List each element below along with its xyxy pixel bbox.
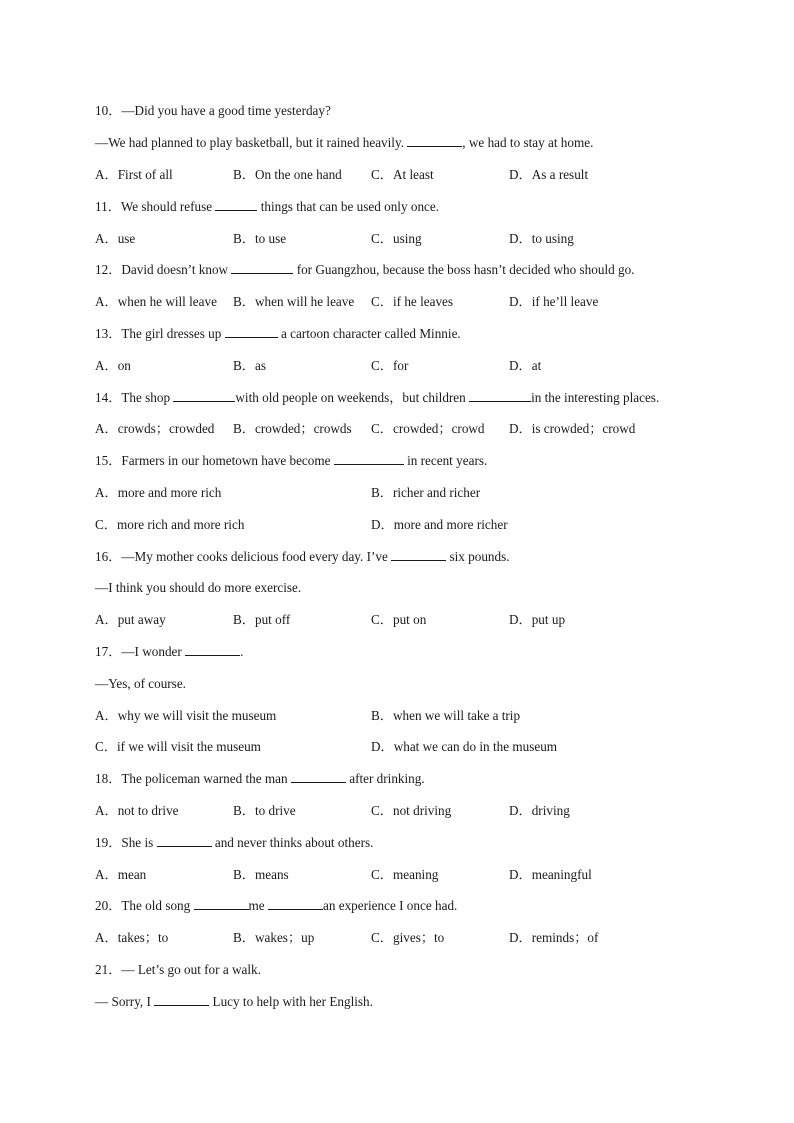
option-a[interactable]: A．when he will leave xyxy=(95,294,217,309)
option-d[interactable]: D．if he’ll leave xyxy=(509,294,599,309)
question-21-stem-line2: — Sorry, I Lucy to help with her English. xyxy=(95,994,373,1009)
option-c[interactable]: C．if he leaves xyxy=(371,294,454,309)
option-d[interactable]: D．to using xyxy=(509,231,574,246)
question-14-stem: 14．The shop with old people on weekends，but children in the interesting places. xyxy=(95,390,660,405)
answer-blank[interactable] xyxy=(268,897,323,910)
option-a[interactable]: A．put away xyxy=(95,612,166,627)
option-d[interactable]: D．meaningful xyxy=(509,867,592,882)
option-d[interactable]: D．what we can do in the museum xyxy=(371,739,558,754)
option-b[interactable]: B．means xyxy=(233,867,289,882)
answer-blank[interactable] xyxy=(173,389,235,402)
option-b[interactable]: B．when we will take a trip xyxy=(371,708,521,723)
option-c[interactable]: C．not driving xyxy=(371,803,452,818)
answer-blank[interactable] xyxy=(391,548,446,561)
answer-blank[interactable] xyxy=(157,834,212,847)
answer-blank[interactable] xyxy=(291,770,346,783)
option-c[interactable]: C．At least xyxy=(371,167,434,182)
option-a[interactable]: A．crowds；crowded xyxy=(95,421,215,436)
answer-blank[interactable] xyxy=(225,325,278,338)
option-d[interactable]: D．is crowded；crowd xyxy=(509,421,636,436)
option-c[interactable]: C．gives；to xyxy=(371,930,445,945)
answer-blank[interactable] xyxy=(334,452,404,465)
option-b[interactable]: B．put off xyxy=(233,612,291,627)
option-c[interactable]: C．for xyxy=(371,358,409,373)
option-d[interactable]: D．put up xyxy=(509,612,566,627)
answer-blank[interactable] xyxy=(469,389,531,402)
question-20-stem: 20．The old song me an experience I once had. xyxy=(95,898,458,913)
option-c[interactable]: C．using xyxy=(371,231,422,246)
option-a[interactable]: A．use xyxy=(95,231,136,246)
question-15-stem: 15．Farmers in our hometown have become in recent years. xyxy=(95,453,488,468)
option-b[interactable]: B．as xyxy=(233,358,266,373)
answer-blank[interactable] xyxy=(185,643,240,656)
option-c[interactable]: C．put on xyxy=(371,612,427,627)
option-d[interactable]: D．at xyxy=(509,358,542,373)
question-21-stem: 21．— Let’s go out for a walk. xyxy=(95,962,261,977)
option-b[interactable]: B．wakes；up xyxy=(233,930,315,945)
option-b[interactable]: B．crowded；crowds xyxy=(233,421,352,436)
option-a[interactable]: A．First of all xyxy=(95,167,173,182)
question-18-stem: 18．The policeman warned the man after drinking. xyxy=(95,771,425,786)
option-c[interactable]: C．if we will visit the museum xyxy=(95,739,261,754)
question-17-stem-line2: —Yes, of course. xyxy=(95,676,186,691)
option-a[interactable]: A．more and more rich xyxy=(95,485,222,500)
option-b[interactable]: B．On the one hand xyxy=(233,167,342,182)
option-a[interactable]: A．mean xyxy=(95,867,147,882)
answer-blank[interactable] xyxy=(194,897,249,910)
question-11-stem: 11．We should refuse things that can be used only once. xyxy=(95,199,440,214)
question-13-stem: 13．The girl dresses up a cartoon character called Minnie. xyxy=(95,326,461,341)
question-16-stem: 16．—My mother cooks delicious food every day. I’ve six pounds. xyxy=(95,549,510,564)
option-a[interactable]: A．why we will visit the museum xyxy=(95,708,277,723)
option-d[interactable]: D．driving xyxy=(509,803,570,818)
answer-blank[interactable] xyxy=(231,261,293,274)
question-17-stem: 17．—I wonder . xyxy=(95,644,244,659)
option-a[interactable]: A．not to drive xyxy=(95,803,179,818)
question-19-stem: 19．She is and never thinks about others. xyxy=(95,835,374,850)
question-10-stem: 10．—Did you have a good time yesterday? xyxy=(95,103,331,118)
option-a[interactable]: A．takes；to xyxy=(95,930,169,945)
option-c[interactable]: C．meaning xyxy=(371,867,439,882)
question-16-stem-line2: —I think you should do more exercise. xyxy=(95,580,302,595)
option-d[interactable]: D．more and more richer xyxy=(371,517,508,532)
option-d[interactable]: D．reminds；of xyxy=(509,930,599,945)
option-c[interactable]: C．crowded；crowd xyxy=(371,421,485,436)
question-12-stem: 12．David doesn’t know for Guangzhou, because the boss hasn’t decided who should go. xyxy=(95,262,635,277)
answer-blank[interactable] xyxy=(215,198,257,211)
option-b[interactable]: B．to drive xyxy=(233,803,296,818)
question-10-stem-line2: —We had planned to play basketball, but it rained heavily. , we had to stay at home. xyxy=(95,135,594,150)
option-a[interactable]: A．on xyxy=(95,358,131,373)
option-c[interactable]: C．more rich and more rich xyxy=(95,517,245,532)
answer-blank[interactable] xyxy=(154,993,209,1006)
option-b[interactable]: B．to use xyxy=(233,231,287,246)
option-b[interactable]: B．richer and richer xyxy=(371,485,481,500)
answer-blank[interactable] xyxy=(407,134,462,147)
option-b[interactable]: B．when will he leave xyxy=(233,294,355,309)
option-d[interactable]: D．As a result xyxy=(509,167,589,182)
